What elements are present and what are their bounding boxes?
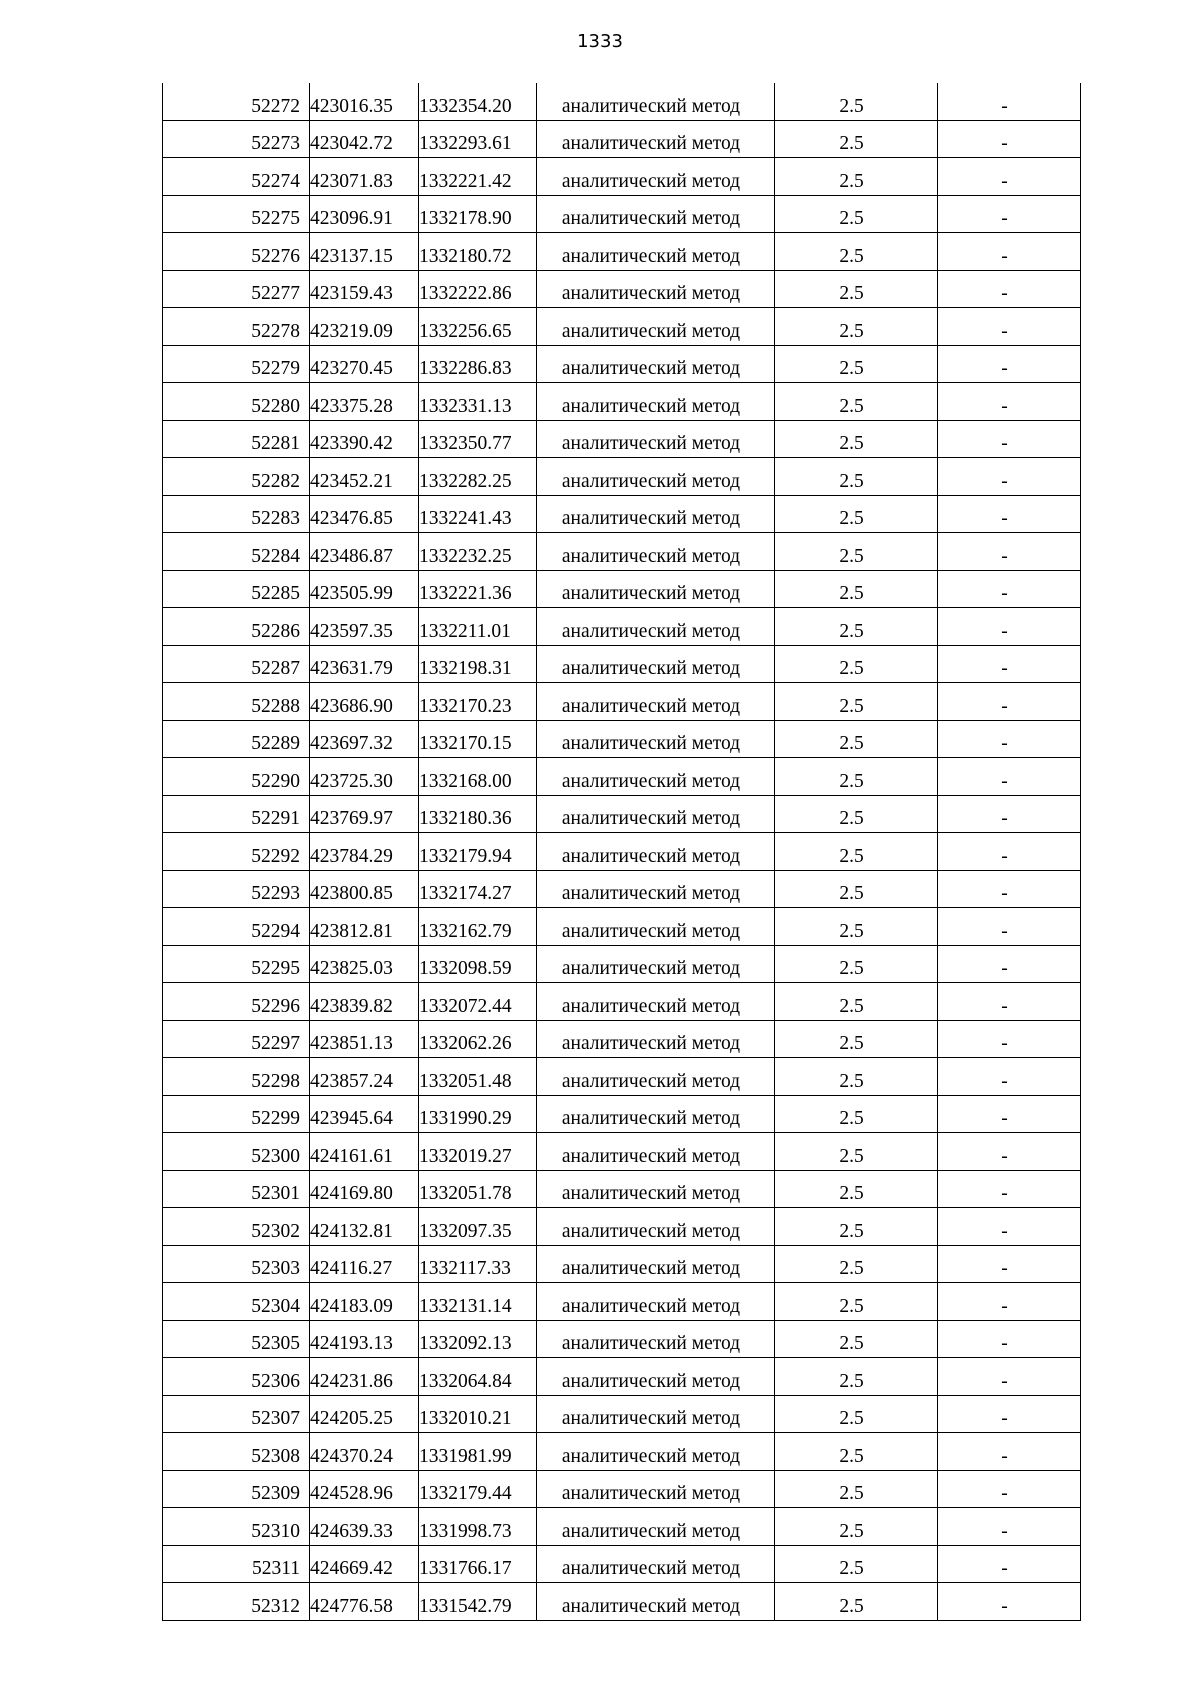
method-cell: аналитический метод [537, 1433, 775, 1471]
point-number-cell: 52312 [163, 1583, 310, 1621]
table-row [163, 608, 1081, 646]
note-cell: - [938, 983, 1081, 1021]
accuracy-cell: 2.5 [775, 345, 938, 383]
x-coordinate-cell: 423945.64 [310, 1095, 419, 1133]
y-coordinate-cell: 1332222.86 [419, 270, 537, 308]
method-cell: аналитический метод [537, 1320, 775, 1358]
x-coordinate-cell: 423486.87 [310, 533, 419, 571]
note-cell: - [938, 383, 1081, 421]
x-coordinate-cell: 423505.99 [310, 570, 419, 608]
accuracy-cell: 2.5 [775, 983, 938, 1021]
y-coordinate-cell: 1332131.14 [419, 1283, 537, 1321]
note-cell: - [938, 833, 1081, 871]
point-number-cell: 52273 [163, 120, 310, 158]
point-number-cell: 52283 [163, 495, 310, 533]
table-row [163, 308, 1081, 346]
note-cell: - [938, 420, 1081, 458]
note-cell: - [938, 570, 1081, 608]
x-coordinate-cell: 424132.81 [310, 1208, 419, 1246]
method-cell: аналитический метод [537, 1170, 775, 1208]
note-cell: - [938, 345, 1081, 383]
y-coordinate-cell: 1332010.21 [419, 1395, 537, 1433]
x-coordinate-cell: 423476.85 [310, 495, 419, 533]
method-cell: аналитический метод [537, 1470, 775, 1508]
table-row [163, 1583, 1081, 1621]
y-coordinate-cell: 1332162.79 [419, 908, 537, 946]
y-coordinate-cell: 1332180.36 [419, 795, 537, 833]
y-coordinate-cell: 1332211.01 [419, 608, 537, 646]
accuracy-cell: 2.5 [775, 1320, 938, 1358]
accuracy-cell: 2.5 [775, 795, 938, 833]
method-cell: аналитический метод [537, 345, 775, 383]
method-cell: аналитический метод [537, 120, 775, 158]
table-row [163, 1133, 1081, 1171]
x-coordinate-cell: 423096.91 [310, 195, 419, 233]
x-coordinate-cell: 423270.45 [310, 345, 419, 383]
x-coordinate-cell: 423800.85 [310, 870, 419, 908]
x-coordinate-cell: 423159.43 [310, 270, 419, 308]
page-number: 1333 [577, 31, 623, 52]
y-coordinate-cell: 1332293.61 [419, 120, 537, 158]
point-number-cell: 52290 [163, 758, 310, 796]
table-body [163, 83, 1081, 1620]
method-cell: аналитический метод [537, 83, 775, 120]
point-number-cell: 52280 [163, 383, 310, 421]
table-row [163, 1358, 1081, 1396]
table-row [163, 758, 1081, 796]
method-cell: аналитический метод [537, 1095, 775, 1133]
x-coordinate-cell: 423686.90 [310, 683, 419, 721]
coordinates-table [162, 83, 1081, 1621]
method-cell: аналитический метод [537, 870, 775, 908]
y-coordinate-cell: 1332117.33 [419, 1245, 537, 1283]
x-coordinate-cell: 424669.42 [310, 1545, 419, 1583]
note-cell: - [938, 1545, 1081, 1583]
method-cell: аналитический метод [537, 158, 775, 196]
accuracy-cell: 2.5 [775, 420, 938, 458]
note-cell: - [938, 1245, 1081, 1283]
table-row [163, 1208, 1081, 1246]
table-row [163, 1245, 1081, 1283]
accuracy-cell: 2.5 [775, 1470, 938, 1508]
accuracy-cell: 2.5 [775, 645, 938, 683]
table-row [163, 120, 1081, 158]
y-coordinate-cell: 1332198.31 [419, 645, 537, 683]
x-coordinate-cell: 423137.15 [310, 233, 419, 271]
x-coordinate-cell: 423857.24 [310, 1058, 419, 1096]
note-cell: - [938, 683, 1081, 721]
table-row [163, 270, 1081, 308]
accuracy-cell: 2.5 [775, 1433, 938, 1471]
table-row [163, 833, 1081, 871]
point-number-cell: 52287 [163, 645, 310, 683]
y-coordinate-cell: 1332097.35 [419, 1208, 537, 1246]
point-number-cell: 52300 [163, 1133, 310, 1171]
method-cell: аналитический метод [537, 983, 775, 1021]
note-cell: - [938, 1470, 1081, 1508]
point-number-cell: 52303 [163, 1245, 310, 1283]
table-row [163, 83, 1081, 120]
note-cell: - [938, 1095, 1081, 1133]
accuracy-cell: 2.5 [775, 1208, 938, 1246]
x-coordinate-cell: 423016.35 [310, 83, 419, 120]
point-number-cell: 52298 [163, 1058, 310, 1096]
table-row [163, 870, 1081, 908]
x-coordinate-cell: 423597.35 [310, 608, 419, 646]
y-coordinate-cell: 1332282.25 [419, 458, 537, 496]
note-cell: - [938, 270, 1081, 308]
method-cell: аналитический метод [537, 645, 775, 683]
x-coordinate-cell: 423825.03 [310, 945, 419, 983]
y-coordinate-cell: 1332241.43 [419, 495, 537, 533]
method-cell: аналитический метод [537, 1508, 775, 1546]
point-number-cell: 52289 [163, 720, 310, 758]
table-row [163, 908, 1081, 946]
method-cell: аналитический метод [537, 1583, 775, 1621]
x-coordinate-cell: 424776.58 [310, 1583, 419, 1621]
y-coordinate-cell: 1332170.23 [419, 683, 537, 721]
point-number-cell: 52293 [163, 870, 310, 908]
point-number-cell: 52294 [163, 908, 310, 946]
x-coordinate-cell: 424231.86 [310, 1358, 419, 1396]
table-row [163, 1470, 1081, 1508]
table-row [163, 945, 1081, 983]
method-cell: аналитический метод [537, 758, 775, 796]
table-row [163, 683, 1081, 721]
y-coordinate-cell: 1332286.83 [419, 345, 537, 383]
accuracy-cell: 2.5 [775, 720, 938, 758]
point-number-cell: 52277 [163, 270, 310, 308]
note-cell: - [938, 458, 1081, 496]
note-cell: - [938, 1358, 1081, 1396]
accuracy-cell: 2.5 [775, 1545, 938, 1583]
method-cell: аналитический метод [537, 420, 775, 458]
accuracy-cell: 2.5 [775, 945, 938, 983]
x-coordinate-cell: 424116.27 [310, 1245, 419, 1283]
accuracy-cell: 2.5 [775, 383, 938, 421]
table-row [163, 1283, 1081, 1321]
method-cell: аналитический метод [537, 570, 775, 608]
accuracy-cell: 2.5 [775, 308, 938, 346]
table-row [163, 720, 1081, 758]
x-coordinate-cell: 423042.72 [310, 120, 419, 158]
y-coordinate-cell: 1332179.44 [419, 1470, 537, 1508]
point-number-cell: 52272 [163, 83, 310, 120]
y-coordinate-cell: 1332051.48 [419, 1058, 537, 1096]
y-coordinate-cell: 1332098.59 [419, 945, 537, 983]
accuracy-cell: 2.5 [775, 1283, 938, 1321]
method-cell: аналитический метод [537, 270, 775, 308]
note-cell: - [938, 1283, 1081, 1321]
note-cell: - [938, 1395, 1081, 1433]
table-row [163, 1508, 1081, 1546]
point-number-cell: 52301 [163, 1170, 310, 1208]
point-number-cell: 52309 [163, 1470, 310, 1508]
x-coordinate-cell: 423839.82 [310, 983, 419, 1021]
y-coordinate-cell: 1332168.00 [419, 758, 537, 796]
point-number-cell: 52299 [163, 1095, 310, 1133]
point-number-cell: 52302 [163, 1208, 310, 1246]
point-number-cell: 52275 [163, 195, 310, 233]
accuracy-cell: 2.5 [775, 1095, 938, 1133]
table-row [163, 983, 1081, 1021]
note-cell: - [938, 608, 1081, 646]
accuracy-cell: 2.5 [775, 1395, 938, 1433]
x-coordinate-cell: 423812.81 [310, 908, 419, 946]
x-coordinate-cell: 423390.42 [310, 420, 419, 458]
accuracy-cell: 2.5 [775, 1583, 938, 1621]
point-number-cell: 52296 [163, 983, 310, 1021]
method-cell: аналитический метод [537, 1208, 775, 1246]
note-cell: - [938, 495, 1081, 533]
note-cell: - [938, 908, 1081, 946]
accuracy-cell: 2.5 [775, 1133, 938, 1171]
table-row [163, 420, 1081, 458]
x-coordinate-cell: 424639.33 [310, 1508, 419, 1546]
note-cell: - [938, 1020, 1081, 1058]
x-coordinate-cell: 423631.79 [310, 645, 419, 683]
table-row [163, 458, 1081, 496]
y-coordinate-cell: 1331981.99 [419, 1433, 537, 1471]
method-cell: аналитический метод [537, 1020, 775, 1058]
method-cell: аналитический метод [537, 308, 775, 346]
x-coordinate-cell: 423219.09 [310, 308, 419, 346]
point-number-cell: 52279 [163, 345, 310, 383]
method-cell: аналитический метод [537, 945, 775, 983]
y-coordinate-cell: 1331990.29 [419, 1095, 537, 1133]
point-number-cell: 52306 [163, 1358, 310, 1396]
note-cell: - [938, 1433, 1081, 1471]
accuracy-cell: 2.5 [775, 83, 938, 120]
accuracy-cell: 2.5 [775, 1358, 938, 1396]
note-cell: - [938, 533, 1081, 571]
y-coordinate-cell: 1332051.78 [419, 1170, 537, 1208]
note-cell: - [938, 720, 1081, 758]
x-coordinate-cell: 424370.24 [310, 1433, 419, 1471]
table-row [163, 495, 1081, 533]
accuracy-cell: 2.5 [775, 1020, 938, 1058]
accuracy-cell: 2.5 [775, 870, 938, 908]
x-coordinate-cell: 423071.83 [310, 158, 419, 196]
method-cell: аналитический метод [537, 383, 775, 421]
accuracy-cell: 2.5 [775, 120, 938, 158]
y-coordinate-cell: 1331998.73 [419, 1508, 537, 1546]
point-number-cell: 52282 [163, 458, 310, 496]
x-coordinate-cell: 423784.29 [310, 833, 419, 871]
method-cell: аналитический метод [537, 795, 775, 833]
point-number-cell: 52305 [163, 1320, 310, 1358]
y-coordinate-cell: 1332221.42 [419, 158, 537, 196]
y-coordinate-cell: 1332170.15 [419, 720, 537, 758]
note-cell: - [938, 1583, 1081, 1621]
table-row [163, 195, 1081, 233]
y-coordinate-cell: 1332178.90 [419, 195, 537, 233]
point-number-cell: 52281 [163, 420, 310, 458]
table-row [163, 233, 1081, 271]
y-coordinate-cell: 1332232.25 [419, 533, 537, 571]
accuracy-cell: 2.5 [775, 458, 938, 496]
point-number-cell: 52307 [163, 1395, 310, 1433]
table-row [163, 795, 1081, 833]
method-cell: аналитический метод [537, 1283, 775, 1321]
note-cell: - [938, 1508, 1081, 1546]
table-row [163, 1020, 1081, 1058]
method-cell: аналитический метод [537, 458, 775, 496]
point-number-cell: 52310 [163, 1508, 310, 1546]
x-coordinate-cell: 424161.61 [310, 1133, 419, 1171]
point-number-cell: 52288 [163, 683, 310, 721]
x-coordinate-cell: 423697.32 [310, 720, 419, 758]
table-row [163, 533, 1081, 571]
point-number-cell: 52311 [163, 1545, 310, 1583]
method-cell: аналитический метод [537, 233, 775, 271]
accuracy-cell: 2.5 [775, 570, 938, 608]
accuracy-cell: 2.5 [775, 683, 938, 721]
x-coordinate-cell: 423375.28 [310, 383, 419, 421]
note-cell: - [938, 1170, 1081, 1208]
table-row [163, 645, 1081, 683]
table-row [163, 158, 1081, 196]
point-number-cell: 52274 [163, 158, 310, 196]
accuracy-cell: 2.5 [775, 233, 938, 271]
table-row [163, 1433, 1081, 1471]
accuracy-cell: 2.5 [775, 270, 938, 308]
point-number-cell: 52278 [163, 308, 310, 346]
method-cell: аналитический метод [537, 1545, 775, 1583]
y-coordinate-cell: 1332174.27 [419, 870, 537, 908]
table-row [163, 1395, 1081, 1433]
y-coordinate-cell: 1331766.17 [419, 1545, 537, 1583]
accuracy-cell: 2.5 [775, 758, 938, 796]
y-coordinate-cell: 1331542.79 [419, 1583, 537, 1621]
note-cell: - [938, 1133, 1081, 1171]
note-cell: - [938, 1320, 1081, 1358]
note-cell: - [938, 758, 1081, 796]
method-cell: аналитический метод [537, 608, 775, 646]
note-cell: - [938, 1208, 1081, 1246]
note-cell: - [938, 870, 1081, 908]
method-cell: аналитический метод [537, 1395, 775, 1433]
table-row [163, 1170, 1081, 1208]
method-cell: аналитический метод [537, 533, 775, 571]
note-cell: - [938, 83, 1081, 120]
accuracy-cell: 2.5 [775, 1170, 938, 1208]
y-coordinate-cell: 1332092.13 [419, 1320, 537, 1358]
y-coordinate-cell: 1332072.44 [419, 983, 537, 1021]
note-cell: - [938, 120, 1081, 158]
note-cell: - [938, 233, 1081, 271]
accuracy-cell: 2.5 [775, 195, 938, 233]
y-coordinate-cell: 1332179.94 [419, 833, 537, 871]
accuracy-cell: 2.5 [775, 495, 938, 533]
x-coordinate-cell: 423725.30 [310, 758, 419, 796]
y-coordinate-cell: 1332062.26 [419, 1020, 537, 1058]
x-coordinate-cell: 423851.13 [310, 1020, 419, 1058]
x-coordinate-cell: 424193.13 [310, 1320, 419, 1358]
accuracy-cell: 2.5 [775, 908, 938, 946]
method-cell: аналитический метод [537, 1358, 775, 1396]
method-cell: аналитический метод [537, 908, 775, 946]
y-coordinate-cell: 1332019.27 [419, 1133, 537, 1171]
method-cell: аналитический метод [537, 495, 775, 533]
note-cell: - [938, 645, 1081, 683]
method-cell: аналитический метод [537, 833, 775, 871]
y-coordinate-cell: 1332180.72 [419, 233, 537, 271]
accuracy-cell: 2.5 [775, 1245, 938, 1283]
y-coordinate-cell: 1332331.13 [419, 383, 537, 421]
table-row [163, 1545, 1081, 1583]
method-cell: аналитический метод [537, 683, 775, 721]
accuracy-cell: 2.5 [775, 1508, 938, 1546]
method-cell: аналитический метод [537, 195, 775, 233]
point-number-cell: 52292 [163, 833, 310, 871]
point-number-cell: 52285 [163, 570, 310, 608]
note-cell: - [938, 1058, 1081, 1096]
note-cell: - [938, 308, 1081, 346]
point-number-cell: 52295 [163, 945, 310, 983]
y-coordinate-cell: 1332350.77 [419, 420, 537, 458]
note-cell: - [938, 795, 1081, 833]
y-coordinate-cell: 1332221.36 [419, 570, 537, 608]
point-number-cell: 52291 [163, 795, 310, 833]
y-coordinate-cell: 1332064.84 [419, 1358, 537, 1396]
table-row [163, 1320, 1081, 1358]
table-row [163, 1058, 1081, 1096]
accuracy-cell: 2.5 [775, 1058, 938, 1096]
table-row [163, 1095, 1081, 1133]
accuracy-cell: 2.5 [775, 533, 938, 571]
point-number-cell: 52286 [163, 608, 310, 646]
accuracy-cell: 2.5 [775, 608, 938, 646]
table-row [163, 345, 1081, 383]
note-cell: - [938, 945, 1081, 983]
point-number-cell: 52297 [163, 1020, 310, 1058]
point-number-cell: 52308 [163, 1433, 310, 1471]
point-number-cell: 52276 [163, 233, 310, 271]
table-row [163, 570, 1081, 608]
x-coordinate-cell: 424205.25 [310, 1395, 419, 1433]
x-coordinate-cell: 424528.96 [310, 1470, 419, 1508]
x-coordinate-cell: 423769.97 [310, 795, 419, 833]
method-cell: аналитический метод [537, 720, 775, 758]
method-cell: аналитический метод [537, 1245, 775, 1283]
accuracy-cell: 2.5 [775, 833, 938, 871]
point-number-cell: 52284 [163, 533, 310, 571]
method-cell: аналитический метод [537, 1058, 775, 1096]
point-number-cell: 52304 [163, 1283, 310, 1321]
method-cell: аналитический метод [537, 1133, 775, 1171]
table-row [163, 383, 1081, 421]
note-cell: - [938, 158, 1081, 196]
y-coordinate-cell: 1332256.65 [419, 308, 537, 346]
x-coordinate-cell: 424183.09 [310, 1283, 419, 1321]
x-coordinate-cell: 423452.21 [310, 458, 419, 496]
note-cell: - [938, 195, 1081, 233]
y-coordinate-cell: 1332354.20 [419, 83, 537, 120]
x-coordinate-cell: 424169.80 [310, 1170, 419, 1208]
accuracy-cell: 2.5 [775, 158, 938, 196]
